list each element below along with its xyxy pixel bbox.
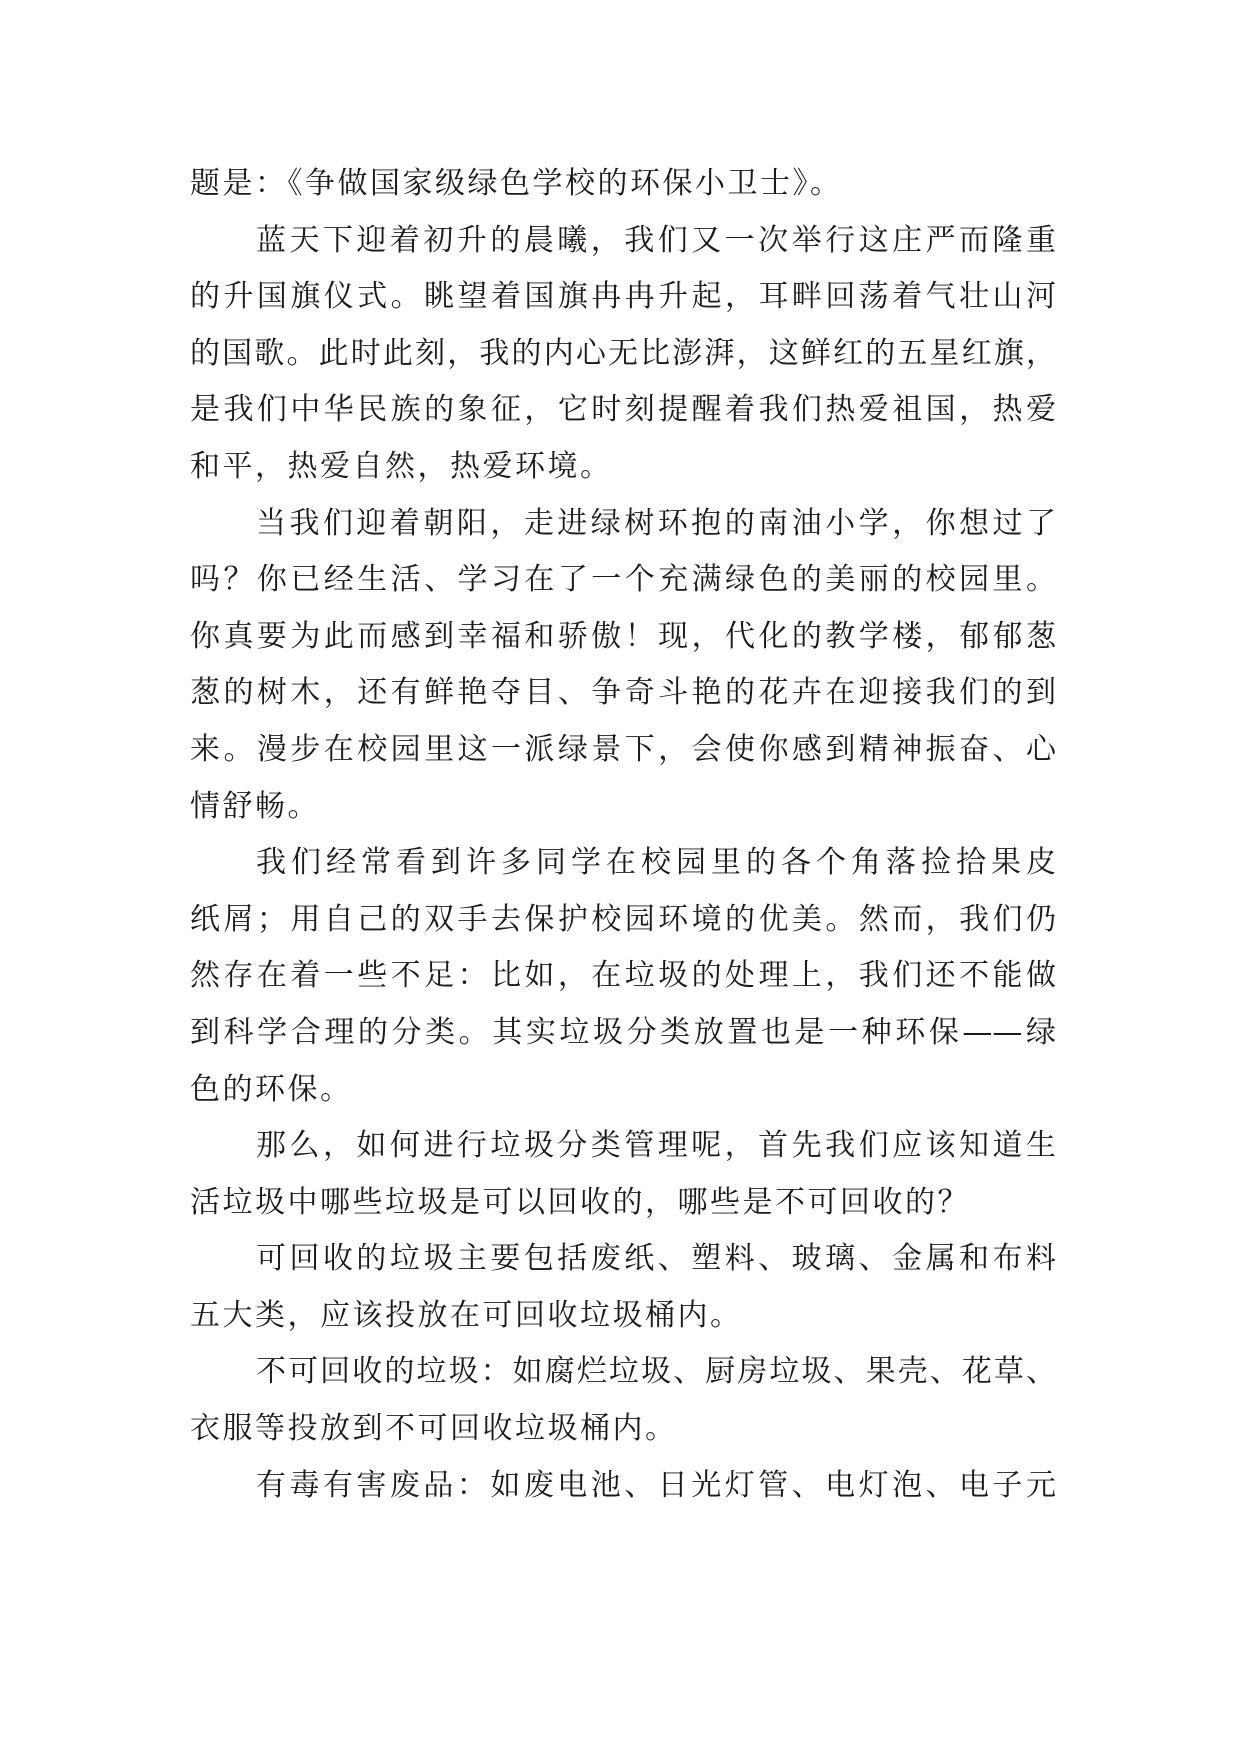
paragraph-green-campus bbox=[190, 496, 1056, 836]
text-line: 和平，热爱自然，热爱环境。 bbox=[190, 448, 613, 484]
text-line: 蓝天下迎着初升的晨曦，我们又一次举行这庄严而隆重 bbox=[256, 222, 1056, 258]
text-line: 的国歌。此时此刻，我的内心无比澎湃，这鲜红的五星红旗， bbox=[190, 335, 1056, 371]
text-line: 到科学合理的分类。其实垃圾分类放置也是一种环保——绿 bbox=[190, 1014, 1056, 1050]
text-line: 你真要为此而感到幸福和骄傲！现，代化的教学楼，郁郁葱 bbox=[190, 618, 1056, 654]
text-line: 来。漫步在校园里这一派绿景下，会使你感到精神振奋、心 bbox=[190, 731, 1056, 767]
text-line: 色的环保。 bbox=[190, 1071, 353, 1107]
paragraph-title-continuation bbox=[190, 156, 1056, 213]
text-line: 我们经常看到许多同学在校园里的各个角落捡拾果皮 bbox=[256, 845, 1056, 881]
text-line: 活垃圾中哪些垃圾是可以回收的，哪些是不可回收的？ bbox=[190, 1184, 970, 1220]
text-line: 的升国旗仪式。眺望着国旗冉冉升起，耳畔回荡着气壮山河 bbox=[190, 279, 1056, 315]
text-line: 衣服等投放到不可回收垃圾桶内。 bbox=[190, 1411, 678, 1447]
paragraph-sorting-question bbox=[190, 1118, 1056, 1231]
text-line: 可回收的垃圾主要包括废纸、塑料、玻璃、金属和布料 bbox=[256, 1241, 1056, 1277]
text-line: 不可回收的垃圾：如腐烂垃圾、厨房垃圾、果壳、花草、 bbox=[256, 1354, 1056, 1390]
text-line: 当我们迎着朝阳，走进绿树环抱的南油小学，你想过了 bbox=[256, 505, 1056, 541]
paragraph-hazardous bbox=[190, 1458, 1056, 1515]
body-text bbox=[190, 156, 1056, 1514]
paragraph-non-recyclable bbox=[190, 1344, 1056, 1457]
paragraph-campus-cleanliness bbox=[190, 835, 1056, 1118]
text-line: 吗？你已经生活、学习在了一个充满绿色的美丽的校园里。 bbox=[190, 562, 1056, 598]
text-line: 有毒有害废品：如废电池、日光灯管、电灯泡、电子元 bbox=[256, 1467, 1056, 1503]
text-line: 是我们中华民族的象征，它时刻提醒着我们热爱祖国，热爱 bbox=[190, 392, 1056, 428]
text-line: 情舒畅。 bbox=[190, 788, 320, 824]
text-line: 题是：《争做国家级绿色学校的环保小卫士》。 bbox=[190, 166, 843, 201]
text-line: 葱的树木，还有鲜艳夺目、争奇斗艳的花卉在迎接我们的到 bbox=[190, 675, 1056, 711]
text-line: 五大类，应该投放在可回收垃圾桶内。 bbox=[190, 1297, 743, 1333]
paragraph-flag-ceremony bbox=[190, 213, 1056, 496]
text-line: 然存在着一些不足：比如，在垃圾的处理上，我们还不能做 bbox=[190, 958, 1056, 994]
text-line: 那么，如何进行垃圾分类管理呢，首先我们应该知道生 bbox=[256, 1128, 1056, 1164]
text-line: 纸屑；用自己的双手去保护校园环境的优美。然而，我们仍 bbox=[190, 901, 1056, 937]
paragraph-recyclable bbox=[190, 1231, 1056, 1344]
